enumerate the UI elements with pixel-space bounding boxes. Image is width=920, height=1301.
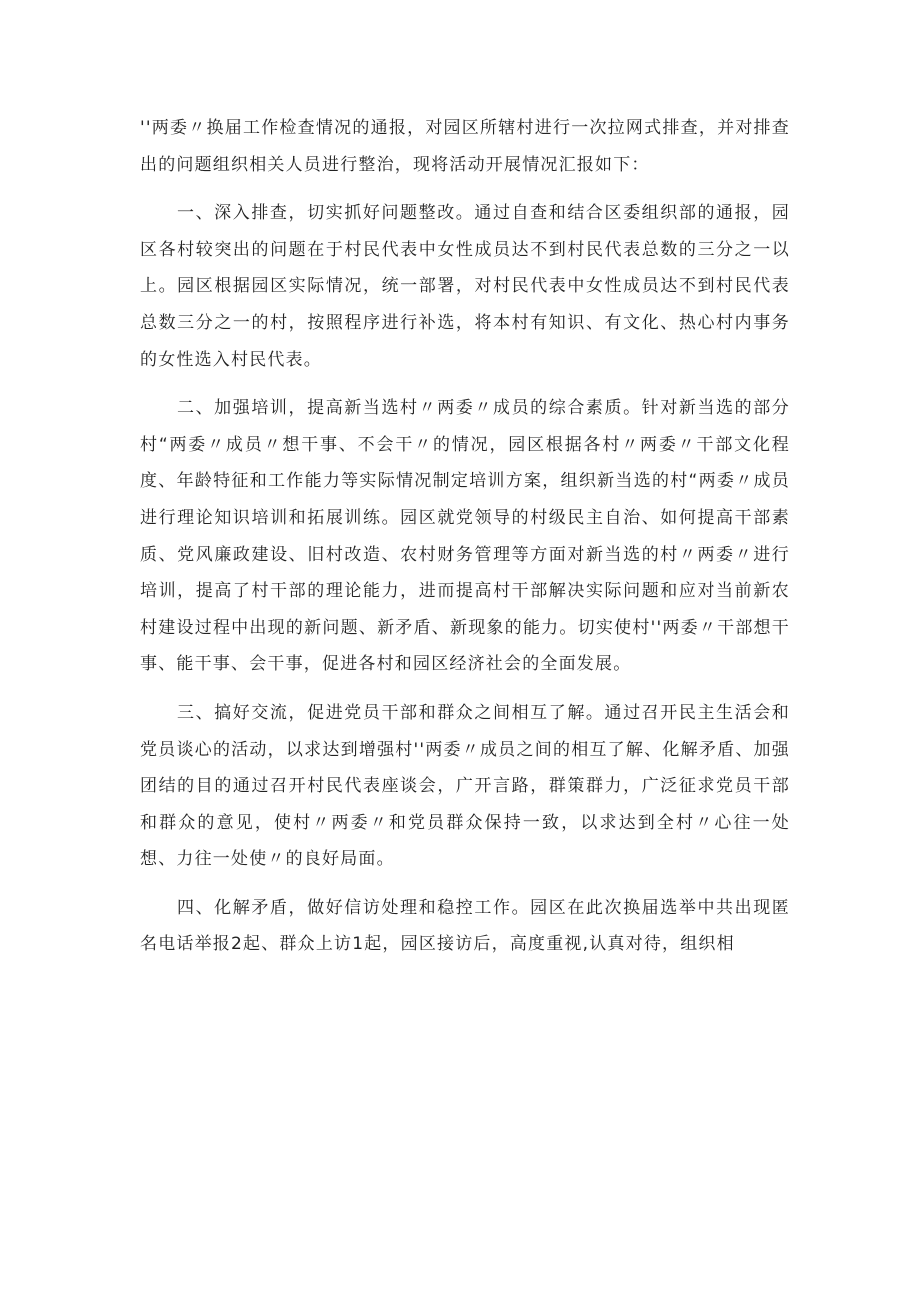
paragraph-section-3: 三、搞好交流，促进党员干部和群众之间相互了解。通过召开民主生活会和党员谈心的活动，以求达到增强村''两委〃成员之间的相互了解、化解矛盾、加强团结的目的通过召开村民代表座谈会，广开言路，群策群力，广泛征求党员干部和群众的意见，使村〃两委〃和党员群众保持一致，以求达到全村〃心往一处想、力往一处使〃的良好局面。 (140, 702, 790, 870)
paragraph-section-1: 一、深入排查，切实抓好问题整改。通过自查和结合区委组织部的通报，园区各村较突出的问题在于村民代表中女性成员达不到村民代表总数的三分之一以上。园区根据园区实际情况，统一部署，对村民代表中女性成员达不到村民代表总数三分之一的村，按照程序进行补选，将本村有知识、有文化、热心村内事务的女性选入村民代表。 (140, 203, 790, 370)
paragraph-intro-continuation: ''两委〃换届工作检查情况的通报，对园区所辖村进行一次拉网式排查，并对排查出的问题组织相关人员进行整治，现将活动开展情况汇报如下： (140, 118, 790, 175)
paragraph-section-4: 四、化解矛盾，做好信访处理和稳控工作。园区在此次换届选举中共出现匿名电话举报2起、群众上访1起，园区接访后，高度重视,认真对待，组织相 (140, 897, 790, 955)
paragraph-section-2: 二、加强培训，提高新当选村〃两委〃成员的综合素质。针对新当选的部分村“两委〃成员〃想干事、不会干〃的情况，园区根据各村〃两委〃干部文化程度、年龄特征和工作能力等实际情况制定培训方案，组织新当选的村“两委〃成员进行理论知识培训和拓展训练。园区就党领导的村级民主自治、如何提高干部素质、党风廉政建设、旧村改造、农村财务管理等方面对新当选的村〃两委〃进行培训，提高了村干部的理论能力，进而提高村干部解决实际问题和应对当前新农村建设过程中出现的新问题、新矛盾、新现象的能力。切实使村''两委〃干部想干事、能干事、会干事，促进各村和园区经济社会的全面发展。 (140, 398, 790, 675)
document-body (140, 110, 790, 975)
